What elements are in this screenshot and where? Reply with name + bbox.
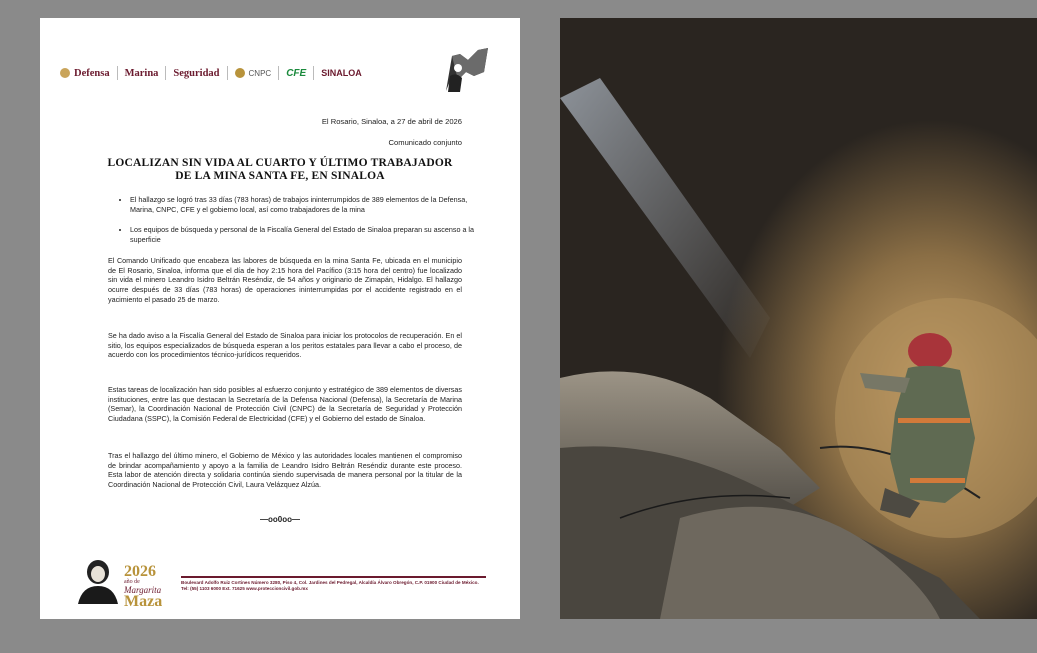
divider <box>278 66 279 80</box>
divider <box>313 66 314 80</box>
bullet-item: • El hallazgo se logró tras 33 días (783 horas) de trabajos ininterrumpidos de 389 elementos de la Defensa, Marina, CNPC, CFE y el gobierno local, así como trabajadores de la mina <box>130 195 480 214</box>
bullet-item: • Los equipos de búsqueda y personal de la Fiscalía General del Estado de Sinaloa preparan su ascenso a la superficie <box>130 225 480 244</box>
footer-rule <box>181 576 486 578</box>
logo-defensa: Defensa <box>74 67 110 79</box>
logo-cnpc: CNPC <box>248 68 272 78</box>
logo-cfe: CFE <box>286 67 307 79</box>
paragraph: Tras el hallazgo del último minero, el Gobierno de México y las autoridades locales mantienen el compromiso de brindar acompañamiento y apoyo a la familia de Leandro Isidro Beltrán Reséndiz durante este proceso. Esta labor de atención directa y solidaria continúa siendo supervisada de manera personal por la titular de la Coordinación Nacional de Protección Civil, Laura Velázquez Alzúa. <box>108 451 462 490</box>
release-title: LOCALIZAN SIN VIDA AL CUARTO Y ÚLTIMO TRABAJADOR DE LA MINA SANTA FE, EN SINALOA <box>107 157 453 182</box>
divider <box>117 66 118 80</box>
footer-year-sub: año de <box>124 579 140 585</box>
flag-emblem-icon <box>438 46 490 96</box>
release-type: Comunicado conjunto <box>388 138 462 147</box>
paragraph: Se ha dado aviso a la Fiscalía General del Estado de Sinaloa para iniciar los protocolos de recuperación. En el sitio, los equipos especializados de búsqueda esperan a los peritos estatales para llevar a cabo el proceso, de acuerdo con los procedimientos técnico-jurídicos requeridos. <box>108 331 462 360</box>
bullet-list <box>116 195 480 214</box>
press-release-document <box>40 18 520 619</box>
logo-sinaloa: SINALOA <box>321 68 362 78</box>
dateline: El Rosario, Sinaloa, a 27 de abril de 2026 <box>321 117 462 126</box>
footer-address: Boulevard Adolfo Ruiz Cortines Número 3280, Piso 4, Col. Jardines del Pedregal, Alcaldía Álvaro Obregón, C.P. 01900 Ciudad de México. Tel: (55) 1103 6000 Ext. 71625 www.proteccioncivil.gob.mx <box>181 580 479 591</box>
closing-mark: —oo0oo— <box>260 515 300 524</box>
cnpc-seal-icon <box>235 68 245 78</box>
mexico-seal-icon <box>60 68 70 78</box>
divider <box>227 66 228 80</box>
footer-year: 2026 <box>124 563 156 580</box>
divider <box>165 66 166 80</box>
margarita-maza-portrait-icon <box>74 558 122 604</box>
paragraph: El Comando Unificado que encabeza las labores de búsqueda en la mina Santa Fe, ubicada en el municipio de El Rosario, Sinaloa, informa que el día de hoy 2:15 hora del Pacífico (3:15 hora del centro) fue localizado sin vida el minero Leandro Isidro Beltrán Reséndiz, de 54 años y originario de Zimapán, Hidalgo. El hallazgo ocurre después de 33 días (783 horas) de operaciones ininterrumpidas por el accidente registrado en el yacimiento el pasado 25 de marzo. <box>108 256 462 304</box>
bullet-list <box>116 225 480 244</box>
paragraph: Estas tareas de localización han sido posibles al esfuerzo conjunto y estratégico de 389 elementos de diversas instituciones, entre las que destacan la Secretaría de la Defensa Nacional (Defensa), la Secretaría de Marina (Semar), la Coordinación Nacional de Protección Civil (CNPC) de la Secretaría de Seguridad y Protección Ciudadana (SSPC), la Comisión Federal de Electricidad (CFE) y el Gobierno del estado de Sinaloa. <box>108 385 462 424</box>
logo-marina: Marina <box>124 67 159 79</box>
logo-seguridad: Seguridad <box>173 67 220 79</box>
mine-rescue-photo <box>560 18 1037 619</box>
footer-year-name1: Margarita <box>124 585 162 595</box>
footer-year-name2: Maza <box>124 593 163 610</box>
photo-illustration <box>560 18 1037 619</box>
